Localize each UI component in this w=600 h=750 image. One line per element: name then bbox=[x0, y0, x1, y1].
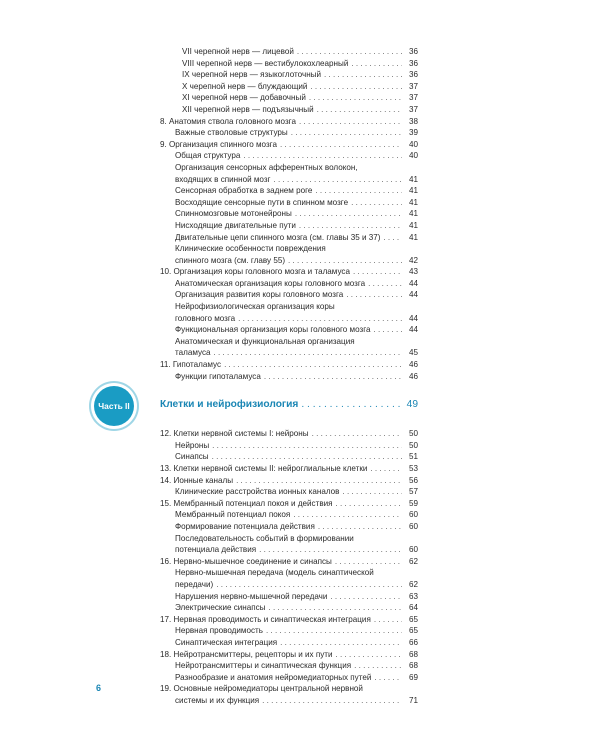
toc-entry-title: Важные стволовые структуры bbox=[175, 128, 288, 138]
toc-entry bbox=[0, 614, 418, 626]
toc-entry bbox=[0, 579, 418, 591]
leader-dots bbox=[266, 625, 402, 637]
toc-entry bbox=[0, 475, 418, 487]
toc-entry-page: 62 bbox=[408, 579, 418, 589]
toc-entry-page: 66 bbox=[408, 637, 418, 647]
toc-entry bbox=[0, 672, 418, 684]
toc-entry-page: 43 bbox=[408, 267, 418, 277]
leader-dots bbox=[370, 463, 402, 475]
toc-entry bbox=[0, 451, 418, 463]
toc-entry-page: 53 bbox=[408, 464, 418, 473]
toc-entry bbox=[0, 324, 418, 336]
toc-entry-page: 50 bbox=[408, 429, 418, 439]
toc-entry bbox=[0, 463, 418, 475]
toc-entry-title: Формирование потенциала действия bbox=[175, 521, 315, 531]
toc-entry-title: Нейротрансмиттеры и синаптическая функция bbox=[175, 661, 352, 671]
leader-dots bbox=[330, 591, 402, 603]
toc-entry-title: спинного мозга (см. главу 55) bbox=[175, 255, 286, 265]
toc-entry-title: 15. Мембранный потенциал покоя и действия bbox=[160, 498, 333, 508]
leader-dots bbox=[214, 347, 402, 359]
leader-dots bbox=[299, 220, 402, 232]
toc-entry bbox=[0, 266, 418, 278]
toc-entry bbox=[0, 278, 418, 290]
toc-entry-title: 14. Ионные каналы bbox=[160, 475, 234, 485]
toc-entry-page: 65 bbox=[408, 614, 418, 624]
toc-entry-title: 9. Организация спинного мозга bbox=[160, 139, 277, 149]
toc-entry bbox=[0, 486, 418, 498]
toc-entry bbox=[0, 498, 418, 510]
toc-entry-title: головного мозга bbox=[175, 313, 236, 323]
toc-entry bbox=[0, 567, 418, 579]
leader-dots bbox=[243, 150, 402, 162]
toc-entry bbox=[0, 197, 418, 209]
leader-dots bbox=[274, 174, 402, 186]
toc-entry-title: Синапсы bbox=[175, 452, 209, 462]
toc-entry-title: 19. Основные нейромедиаторы центральной нервной bbox=[160, 684, 363, 694]
toc-entry-page: 36 bbox=[408, 58, 418, 68]
toc-entry bbox=[0, 591, 418, 603]
toc-entry-page: 68 bbox=[408, 649, 418, 659]
toc-entry-title: Анатомическая организация коры головного мозга bbox=[175, 278, 366, 288]
toc-entry-page: 38 bbox=[408, 116, 418, 126]
toc-entry-title: Функциональная организация коры головного мозга bbox=[175, 325, 371, 335]
toc-entry-title: таламуса bbox=[175, 348, 211, 358]
toc-entry bbox=[0, 649, 418, 661]
toc-entry-page: 65 bbox=[408, 626, 418, 636]
toc-entry-page: 59 bbox=[408, 498, 418, 508]
leader-dots bbox=[310, 81, 402, 93]
toc-entry-page: 68 bbox=[408, 661, 418, 671]
leader-dots bbox=[342, 486, 402, 498]
toc-entry-title: Нисходящие двигательные пути bbox=[175, 220, 296, 230]
toc-section-after bbox=[0, 428, 600, 706]
toc-entry-page: 41 bbox=[408, 220, 418, 230]
toc-entry-title: Восходящие сенсорные пути в спинном мозге bbox=[175, 197, 349, 207]
leader-dots bbox=[216, 579, 402, 591]
leader-dots bbox=[374, 324, 402, 336]
toc-entry bbox=[0, 255, 418, 267]
toc-entry-page: 41 bbox=[408, 232, 418, 242]
toc-entry bbox=[0, 150, 418, 162]
leader-dots bbox=[336, 649, 402, 661]
leader-dots bbox=[374, 614, 402, 626]
toc-entry-title: Синаптическая интеграция bbox=[175, 637, 278, 647]
leader-dots bbox=[309, 92, 402, 104]
toc-entry bbox=[0, 347, 418, 359]
toc-entry-page: 62 bbox=[408, 556, 418, 566]
leader-dots bbox=[336, 498, 402, 510]
toc-entry-title: Нарушения нервно-мышечной передачи bbox=[175, 591, 328, 601]
toc-entry-title: 12. Клетки нервной системы I: нейроны bbox=[160, 429, 309, 439]
toc-entry bbox=[0, 301, 418, 313]
leader-dots bbox=[238, 313, 402, 325]
leader-dots bbox=[288, 255, 402, 267]
toc-entry bbox=[0, 58, 418, 70]
toc-entry-title: Электрические синапсы bbox=[175, 603, 266, 613]
toc-entry bbox=[0, 359, 418, 371]
toc-entry-title: VII черепной нерв — лицевой bbox=[182, 47, 294, 56]
toc-entry-title: Анатомическая и функциональная организация bbox=[175, 336, 355, 346]
toc-entry bbox=[0, 428, 418, 440]
toc-entry-title: Сенсорная обработка в заднем роге bbox=[175, 186, 313, 196]
toc-entry-title: VIII черепной нерв — вестибулокохлеарный bbox=[182, 58, 349, 68]
leader-dots bbox=[299, 116, 402, 128]
toc-entry-page: 42 bbox=[408, 255, 418, 265]
toc-entry bbox=[0, 174, 418, 186]
leader-dots bbox=[212, 440, 402, 452]
toc-entry-title: Клинические расстройства ионных каналов bbox=[175, 487, 340, 497]
toc-entry-page: 57 bbox=[408, 487, 418, 497]
toc-entry bbox=[0, 69, 418, 81]
toc-entry-page: 60 bbox=[408, 545, 418, 555]
toc-entry-page: 46 bbox=[408, 371, 418, 381]
leader-dots bbox=[301, 399, 403, 410]
leader-dots bbox=[280, 139, 402, 151]
toc-entry-title: 16. Нервно-мышечное соединение и синапсы bbox=[160, 556, 332, 566]
toc-entry-title: Двигательные цепи спинного мозга (см. главы 35 и 37) bbox=[175, 232, 381, 242]
leader-dots bbox=[374, 672, 402, 684]
toc-entry-title: Клинические особенности повреждения bbox=[175, 244, 326, 254]
toc-entry-title: Организация развития коры головного мозга bbox=[175, 290, 344, 300]
toc-entry-page: 56 bbox=[408, 475, 418, 485]
toc-entry bbox=[0, 81, 418, 93]
leader-dots bbox=[264, 371, 402, 383]
toc-entry-page: 44 bbox=[408, 278, 418, 288]
toc-entry bbox=[0, 162, 418, 174]
toc-entry-title: XI черепной нерв — добавочный bbox=[182, 93, 306, 103]
toc-entry bbox=[0, 220, 418, 232]
toc-entry-page: 40 bbox=[408, 139, 418, 149]
leader-dots bbox=[295, 208, 402, 220]
toc-entry bbox=[0, 116, 418, 128]
toc-entry-title: Последовательность событий в формировании bbox=[175, 533, 354, 543]
part-title: Клетки и нейрофизиология bbox=[160, 399, 299, 411]
toc-entry-page: 41 bbox=[408, 186, 418, 196]
toc-entry-title: IX черепной нерв — языкоглоточный bbox=[182, 70, 322, 80]
leader-dots bbox=[291, 127, 402, 139]
toc-entry bbox=[0, 695, 418, 707]
leader-dots bbox=[335, 556, 402, 568]
toc-entry-title: Функции гипоталамуса bbox=[175, 371, 261, 381]
leader-dots bbox=[353, 266, 402, 278]
toc-entry bbox=[0, 509, 418, 521]
leader-dots bbox=[351, 58, 402, 70]
leader-dots bbox=[297, 46, 402, 58]
toc-entry-title: 13. Клетки нервной системы II: нейроглиальные клетки bbox=[160, 464, 368, 473]
leader-dots bbox=[262, 695, 402, 707]
toc-entry-page: 41 bbox=[408, 174, 418, 184]
page-number: 6 bbox=[96, 683, 102, 693]
toc-entry-title: Нейрофизиологическая организация коры bbox=[175, 302, 335, 312]
toc-entry-page: 44 bbox=[408, 313, 418, 323]
leader-dots bbox=[236, 475, 402, 487]
toc-entry-page: 69 bbox=[408, 672, 418, 682]
toc-entry-title: 17. Нервная проводимость и синаптическая интеграция bbox=[160, 614, 371, 624]
toc-entry-page: 44 bbox=[408, 325, 418, 335]
toc-entry bbox=[0, 336, 418, 348]
toc-entry bbox=[0, 660, 418, 672]
toc-entry-title: передачи) bbox=[175, 579, 214, 589]
part-heading bbox=[0, 386, 600, 426]
toc-entry-page: 37 bbox=[408, 104, 418, 114]
toc-entry-title: Мембранный потенциал покоя bbox=[175, 510, 291, 520]
part-label: Часть II bbox=[98, 401, 130, 412]
toc-entry-title: 8. Анатомия ствола головного мозга bbox=[160, 116, 296, 126]
toc-entry bbox=[0, 139, 418, 151]
toc-entry bbox=[0, 232, 418, 244]
toc-entry bbox=[0, 92, 418, 104]
toc-entry-page: 51 bbox=[408, 452, 418, 462]
toc-entry bbox=[0, 243, 418, 255]
toc-entry-page: 37 bbox=[408, 93, 418, 103]
toc-entry-title: входящих в спинной мозг bbox=[175, 174, 271, 184]
toc-entry-page: 63 bbox=[408, 591, 418, 601]
toc-entry-title: Разнообразие и анатомия нейромедиаторных путей bbox=[175, 672, 372, 682]
part-badge bbox=[94, 386, 134, 426]
part-page: 49 bbox=[406, 399, 418, 411]
toc-entry-page: 60 bbox=[408, 521, 418, 531]
toc-entry bbox=[0, 371, 418, 383]
leader-dots bbox=[315, 185, 402, 197]
leader-dots bbox=[368, 278, 402, 290]
leader-dots bbox=[224, 359, 402, 371]
leader-dots bbox=[324, 69, 402, 81]
toc-entry-page: 50 bbox=[408, 440, 418, 450]
toc-entry-page: 44 bbox=[408, 290, 418, 300]
toc-entry bbox=[0, 440, 418, 452]
leader-dots bbox=[317, 104, 402, 116]
toc-entry bbox=[0, 533, 418, 545]
toc-entry-page: 60 bbox=[408, 510, 418, 520]
toc-entry-page: 36 bbox=[408, 47, 418, 56]
toc-entry-title: потенциала действия bbox=[175, 545, 257, 555]
part-title-line bbox=[160, 399, 418, 410]
toc-entry-title: Нервно-мышечная передача (модель синаптической bbox=[175, 568, 374, 578]
toc-entry-title: X черепной нерв — блуждающий bbox=[182, 81, 308, 91]
toc-entry bbox=[0, 602, 418, 614]
leader-dots bbox=[280, 637, 402, 649]
toc-entry-title: Нервная проводимость bbox=[175, 626, 263, 636]
leader-dots bbox=[383, 232, 402, 244]
toc-entry bbox=[0, 208, 418, 220]
leader-dots bbox=[269, 602, 403, 614]
toc-entry-page: 45 bbox=[408, 348, 418, 358]
toc-entry-page: 36 bbox=[408, 70, 418, 80]
toc-entry-title: Спинномозговые мотонейроны bbox=[175, 209, 292, 219]
toc-entry-page: 71 bbox=[408, 695, 418, 705]
leader-dots bbox=[346, 289, 402, 301]
toc-entry-title: 11. Гипоталамус bbox=[160, 360, 222, 370]
toc-entry-page: 40 bbox=[408, 151, 418, 161]
leader-dots bbox=[293, 509, 402, 521]
toc-entry-title: Нейроны bbox=[175, 440, 210, 450]
leader-dots bbox=[351, 197, 402, 209]
toc-entry-page: 41 bbox=[408, 197, 418, 207]
toc-entry-page: 64 bbox=[408, 603, 418, 613]
toc-entry bbox=[0, 683, 418, 695]
toc-entry-page: 39 bbox=[408, 128, 418, 138]
toc-entry-page: 46 bbox=[408, 360, 418, 370]
toc-entry bbox=[0, 556, 418, 568]
toc-entry bbox=[0, 637, 418, 649]
table-of-contents bbox=[0, 46, 600, 706]
leader-dots bbox=[312, 428, 402, 440]
toc-entry-title: Организация сенсорных афферентных волокон, bbox=[175, 162, 358, 172]
toc-section-before bbox=[0, 46, 600, 382]
toc-entry-page: 37 bbox=[408, 81, 418, 91]
toc-entry-title: 18. Нейротрансмиттеры, рецепторы и их пути bbox=[160, 649, 333, 659]
leader-dots bbox=[259, 544, 402, 556]
toc-entry bbox=[0, 185, 418, 197]
toc-entry bbox=[0, 544, 418, 556]
leader-dots bbox=[212, 451, 402, 463]
toc-entry bbox=[0, 289, 418, 301]
toc-entry bbox=[0, 313, 418, 325]
toc-entry bbox=[0, 127, 418, 139]
toc-entry bbox=[0, 625, 418, 637]
toc-entry bbox=[0, 521, 418, 533]
toc-entry-page: 41 bbox=[408, 209, 418, 219]
toc-entry-title: XII черепной нерв — подъязычный bbox=[182, 104, 314, 114]
toc-entry bbox=[0, 104, 418, 116]
toc-entry-title: системы и их функция bbox=[175, 695, 260, 705]
toc-entry-title: Общая структура bbox=[175, 151, 241, 161]
leader-dots bbox=[354, 660, 402, 672]
toc-entry bbox=[0, 46, 418, 58]
toc-entry-title: 10. Организация коры головного мозга и таламуса bbox=[160, 267, 350, 277]
leader-dots bbox=[318, 521, 402, 533]
